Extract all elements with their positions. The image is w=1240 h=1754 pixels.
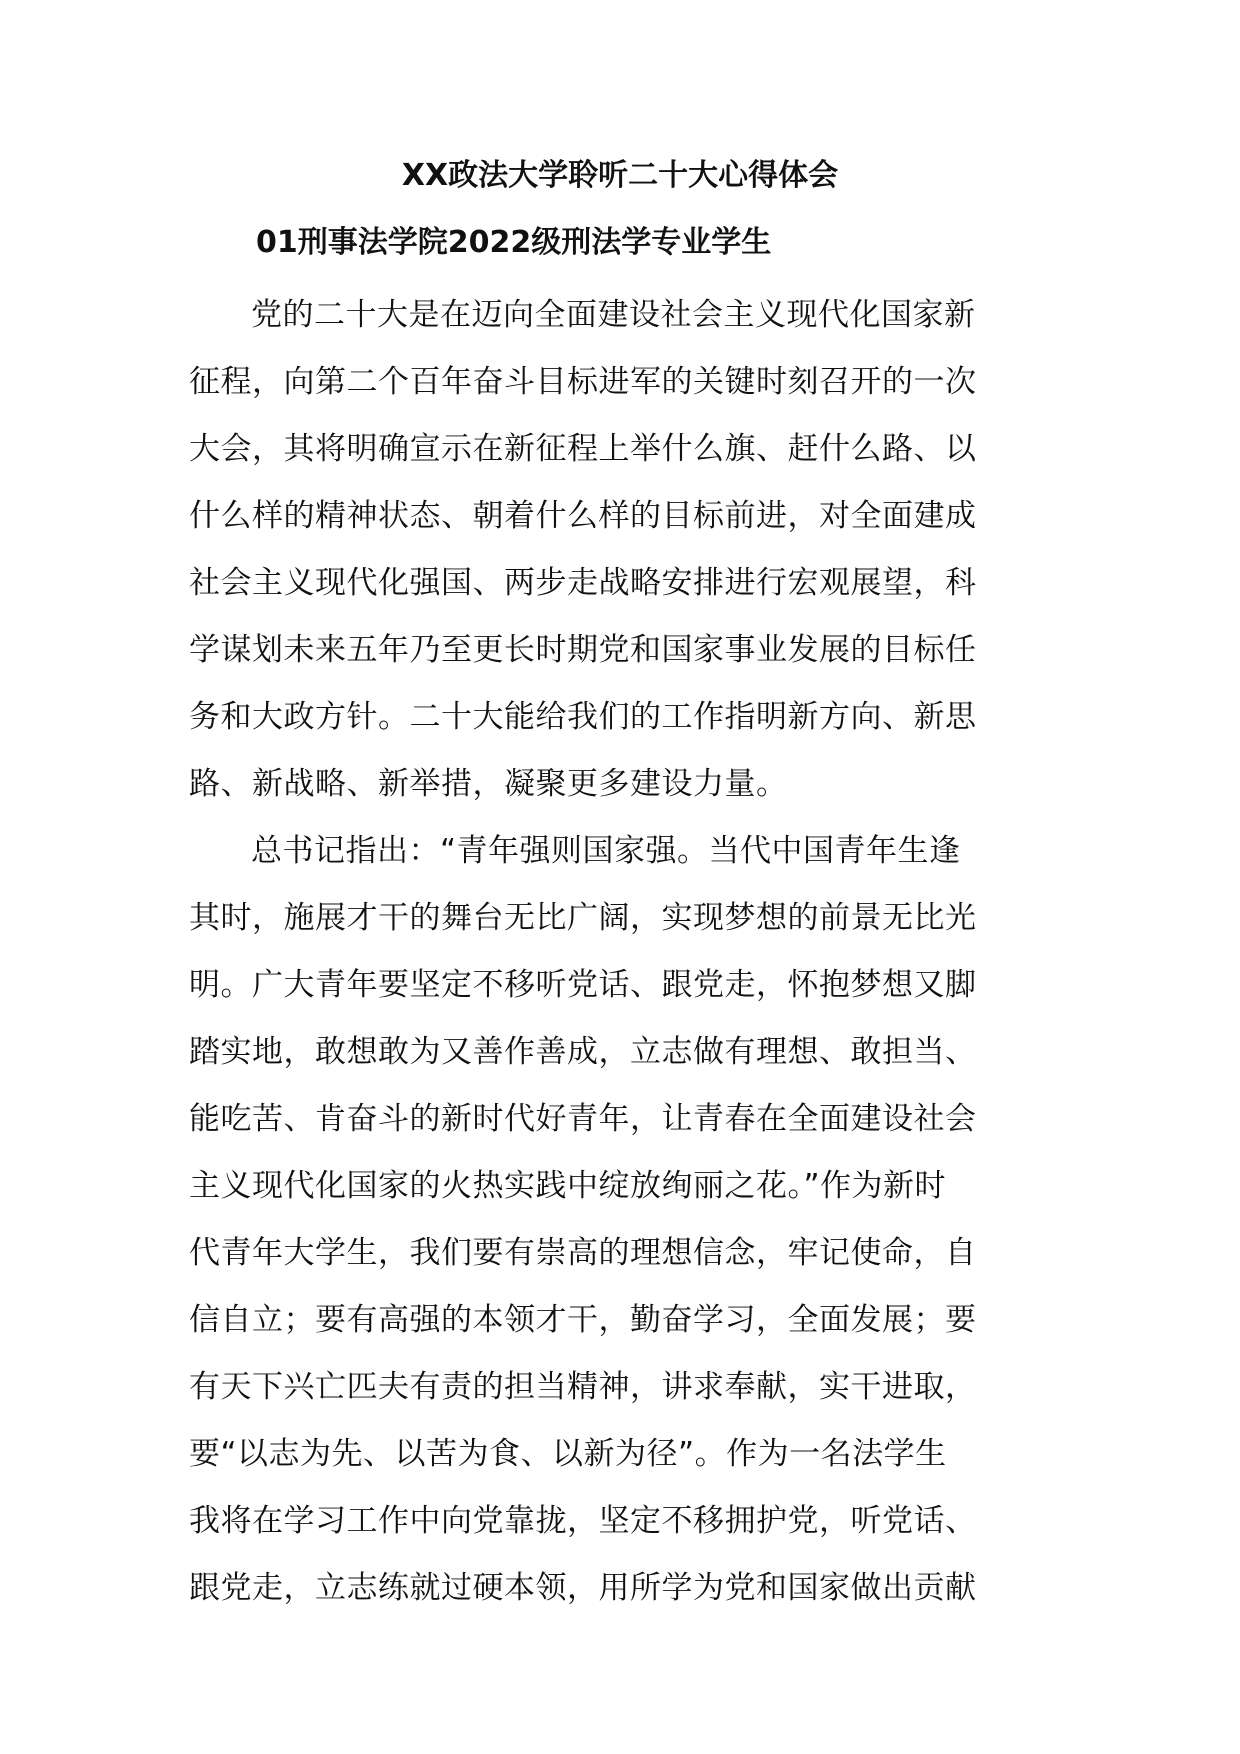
document-subtitle: 01刑事法学院2022级刑法学专业学生 [256,225,772,260]
text-line: 社会主义现代化强国、两步走战略安排进行宏观展望，科 [189,565,977,601]
text-line: 我将在学习工作中向党靠拢，坚定不移拥护党，听党话、 [189,1503,977,1539]
text-line: 其时，施展才干的舞台无比广阔，实现梦想的前景无比光 [189,900,977,936]
paragraph-1 [189,282,1059,818]
text-line: 大会，其将明确宣示在新征程上举什么旗、赶什么路、以 [189,431,977,467]
text-line: 征程，向第二个百年奋斗目标进军的关键时刻召开的一次 [189,364,977,400]
text-line: 学谋划未来五年乃至更长时期党和国家事业发展的目标任 [189,632,977,668]
text-line: 跟党走，立志练就过硬本领，用所学为党和国家做出贡献 [189,1570,977,1606]
document-title: XX政法大学聆听二十大心得体会 [401,158,839,193]
text-line: 什么样的精神状态、朝着什么样的目标前进，对全面建成 [189,498,977,534]
text-line: 路、新战略、新举措，凝聚更多建设力量。 [189,766,788,802]
text-line: 代青年大学生，我们要有崇高的理想信念，牢记使命，自 [189,1235,977,1271]
text-line: 总书记指出：“青年强则国家强。当代中国青年生逢 [251,833,961,869]
text-line: 党的二十大是在迈向全面建设社会主义现代化国家新 [251,297,976,333]
text-line: 务和大政方针。二十大能给我们的工作指明新方向、新思 [189,699,977,735]
text-line: 信自立；要有高强的本领才干，勤奋学习，全面发展；要 [189,1302,977,1338]
text-line: 明。广大青年要坚定不移听党话、跟党走，怀抱梦想又脚 [189,967,977,1003]
document-body [189,282,1059,1622]
text-line: 主义现代化国家的火热实践中绽放绚丽之花。”作为新时 [189,1168,947,1204]
text-line: 踏实地，敢想敢为又善作善成，立志做有理想、敢担当、 [189,1034,977,1070]
text-line: 能吃苦、肯奋斗的新时代好青年，让青春在全面建设社会 [189,1101,977,1137]
paragraph-2 [189,818,1059,1622]
text-line: 有天下兴亡匹夫有责的担当精神，讲求奉献，实干进取， [189,1369,977,1405]
text-line: 要“以志为先、以苦为食、以新为径”。作为一名法学生 [189,1436,947,1472]
